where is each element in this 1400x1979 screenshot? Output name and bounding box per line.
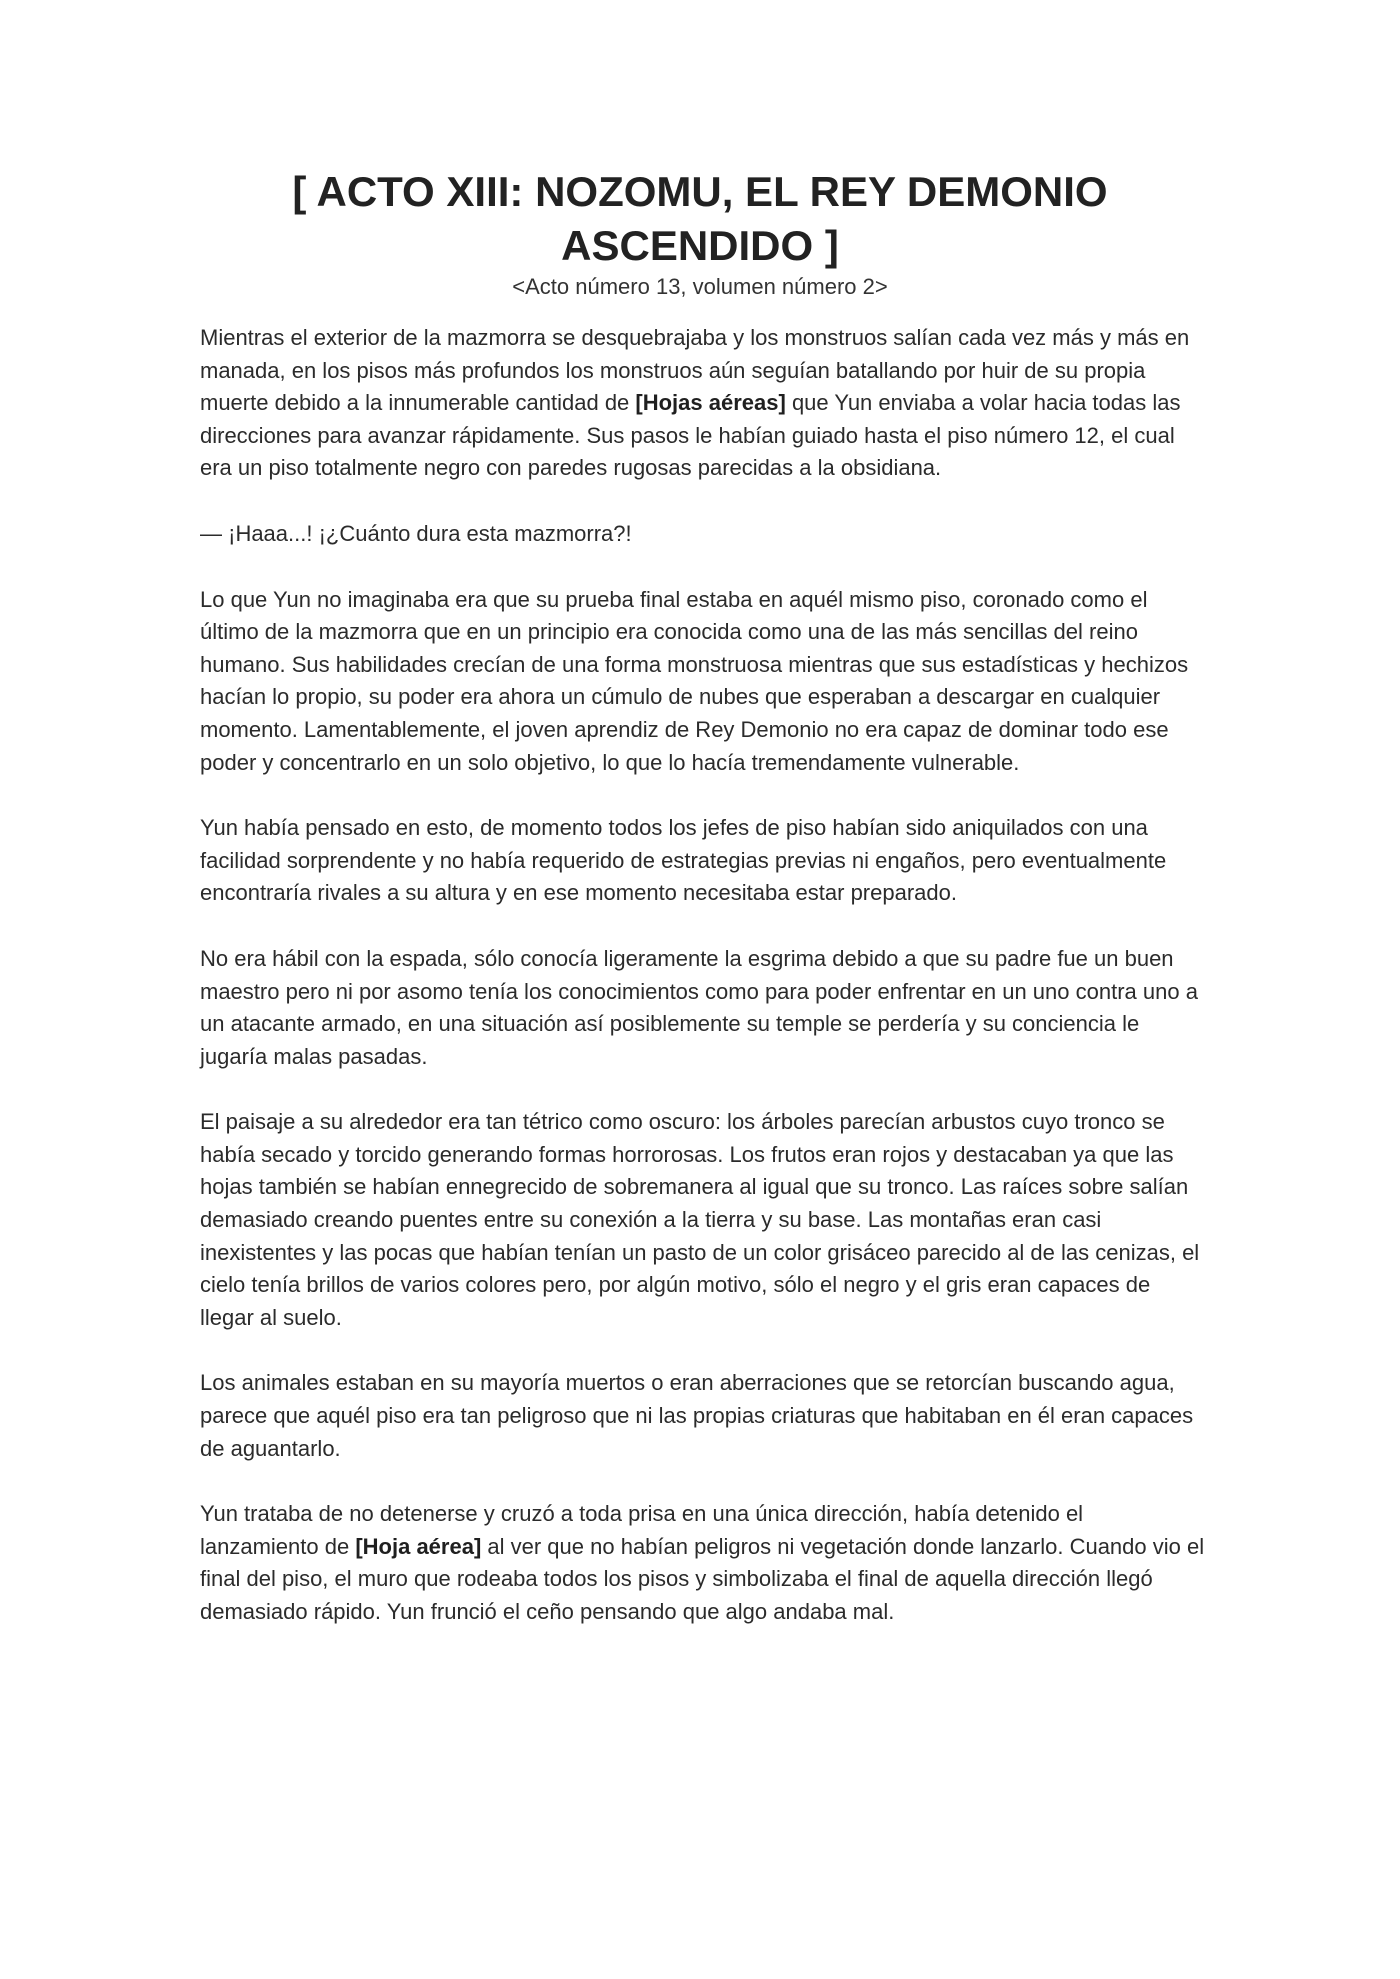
paragraph-1 [200,322,1205,485]
paragraph-2-dialogue: — ¡Haaa...! ¡¿Cuánto dura esta mazmorra?! [200,520,632,546]
paragraph-3: Lo que Yun no imaginaba era que su prueba final estaba en aquél mismo piso, coronado como el último de la mazmorra que en un principio era conocida como una de las más sencillas del reino humano. Sus habilidades crecían de una forma monstruosa mientras que sus estadísticas y hechizos hacían lo propio, su poder era ahora un cúmulo de nubes que esperaban a descargar en cualquier momento. Lamentablemente, el joven aprendiz de Rey Demonio no era capaz de dominar todo ese poder y concentrarlo en un solo objetivo, lo que lo hacía tremendamente vulnerable. [200,586,1189,775]
paragraph-7: Los animales estaban en su mayoría muertos o eran aberraciones que se retorcían buscando agua, parece que aquél piso era tan peligroso que ni las propias criaturas que habitaban en él eran capaces de aguantarlo. [200,1370,1194,1461]
chapter-subtitle: <Acto número 13, volumen número 2> [512,274,888,299]
paragraph-8-text-b: al ver que no habían peligros ni vegetación donde lanzarlo. Cuando vio el final del piso, el muro que rodeaba todos los pisos y simbolizaba el final de aquella dirección llegó demasiado rápido. Yun frunció el ceño pensando que algo andaba mal. [200,1533,1205,1624]
paragraph-8-bold-term: [Hoja aérea] [355,1533,482,1559]
paragraph-8-text-a: Yun trataba de no detenerse y cruzó a toda prisa en una única dirección, había detenido el lanzamiento de [200,1501,1084,1559]
chapter-title-line-2: ASCENDIDO ] [561,222,839,269]
paragraph-5: No era hábil con la espada, sólo conocía ligeramente la esgrima debido a que su padre fue un buen maestro pero ni por asomo tenía los conocimientos como para poder enfrentar en un uno contra uno a un atacante armado, en una situación así posiblemente su temple se perdería y su conciencia le jugaría malas pasadas. [200,945,1198,1069]
paragraph-4: Yun había pensado en esto, de momento todos los jefes de piso habían sido aniquilados con una facilidad sorprendente y no había requerido de estrategias previas ni engaños, pero eventualmente encontraría rivales a su altura y en ese momento necesitaba estar preparado. [200,815,1167,906]
paragraph-8 [200,1498,1205,1628]
chapter-title-line-1: [ ACTO XIII: NOZOMU, EL REY DEMONIO [292,168,1108,215]
paragraph-1-bold-term: [Hojas aéreas] [635,390,786,416]
chapter-title [200,165,1200,273]
paragraph-6: El paisaje a su alrededor era tan tétrico como oscuro: los árboles parecían arbustos cuyo tronco se había secado y torcido generando formas horrorosas. Los frutos eran rojos y destacaban ya que las hojas también se habían ennegrecido de sobremanera al igual que su tronco. Las raíces sobre salían demasiado creando puentes entre su conexión a la tierra y su base. Las montañas eran casi inexistentes y las pocas que habían tenían un pasto de un color grisáceo parecido al de las cenizas, el cielo tenía brillos de varios colores pero, por algún motivo, sólo el negro y el gris eran capaces de llegar al suelo. [200,1109,1200,1330]
paragraph-1-text-a: Mientras el exterior de la mazmorra se desquebrajaba y los monstruos salían cada vez más y más en manada, en los pisos más profundos los monstruos aún seguían batallando por huir de su propia muerte debido a la innumerable cantidad de [200,325,1190,416]
chapter-header [200,165,1200,301]
paragraph-1-text-b: que Yun enviaba a volar hacia todas las direcciones para avanzar rápidamente. Sus pasos le habían guiado hasta el piso número 12, el cual era un piso totalmente negro con paredes rugosas parecidas a la obsidiana. [200,390,1181,481]
document-body [200,322,1205,1662]
